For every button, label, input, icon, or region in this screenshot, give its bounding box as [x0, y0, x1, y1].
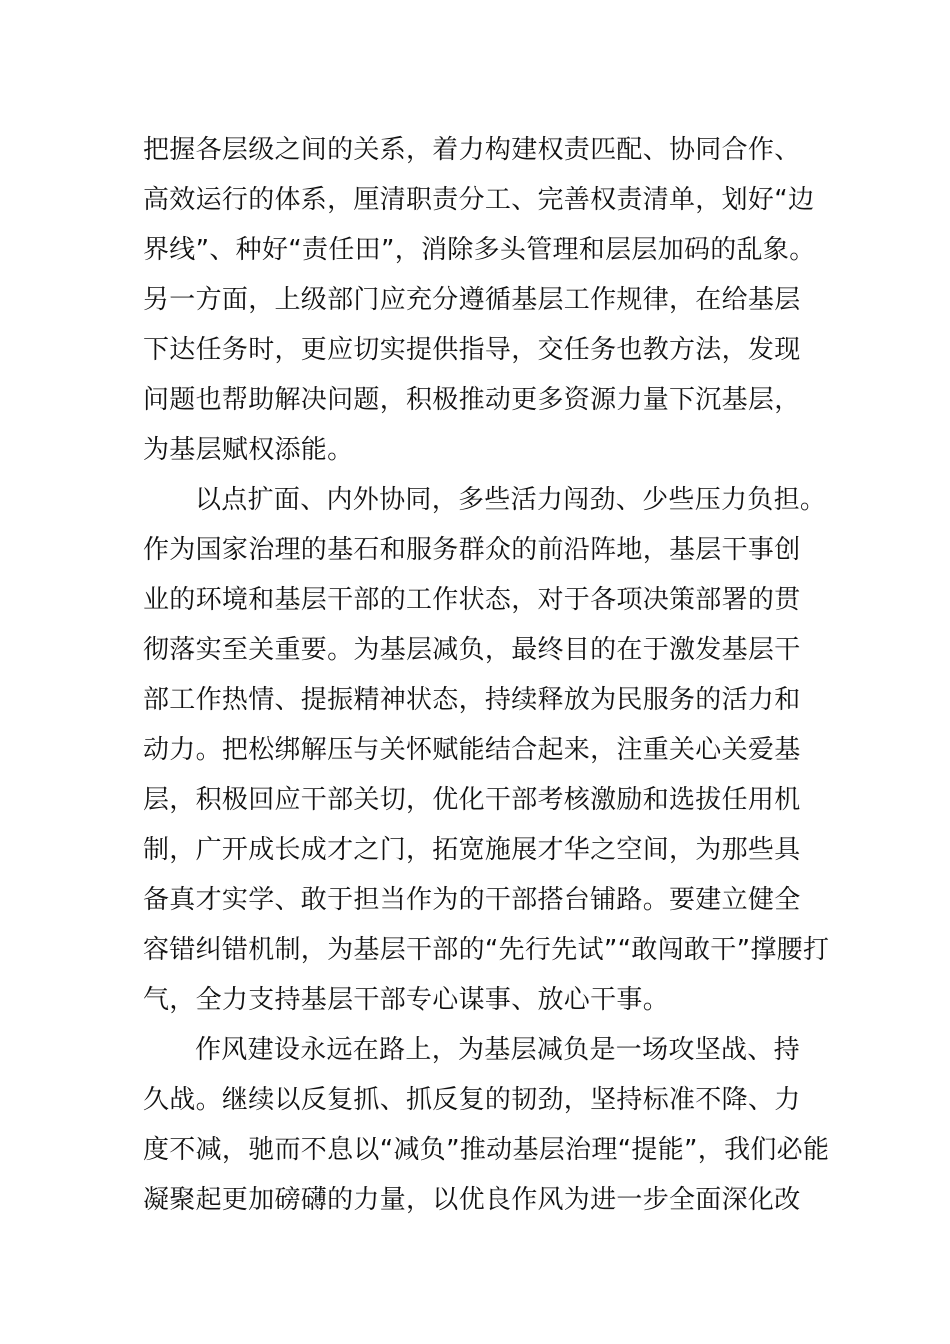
text-line: 为基层赋权添能。 — [143, 435, 354, 465]
text-line: 气，全力支持基层干部专心谋事、放心干事。 — [143, 985, 670, 1015]
text-line: 容错纠错机制，为基层干部的“先行先试”“敢闯敢干”撑腰打 — [143, 935, 830, 965]
body-text — [143, 125, 833, 1225]
text-line: 下达任务时，更应切实提供指导，交任务也教方法，发现 — [143, 335, 801, 365]
text-line: 凝聚起更加磅礴的力量，以优良作风为进一步全面深化改 — [143, 1185, 801, 1215]
text-line: 度不减，驰而不息以“减负”推动基层治理“提能”，我们必能 — [143, 1135, 830, 1165]
text-line: 备真才实学、敢于担当作为的干部搭台铺路。要建立健全 — [143, 885, 801, 915]
text-line: 久战。继续以反复抓、抓反复的韧劲，坚持标准不降、力 — [143, 1085, 801, 1115]
text-line: 层，积极回应干部关切，优化干部考核激励和选拔任用机 — [143, 785, 801, 815]
paragraph-start-line: 作风建设永远在路上，为基层减负是一场攻坚战、持 — [195, 1035, 800, 1065]
text-line: 另一方面，上级部门应充分遵循基层工作规律，在给基层 — [143, 285, 801, 315]
text-line: 动力。把松绑解压与关怀赋能结合起来，注重关心关爱基 — [143, 735, 801, 765]
paragraph-start-line: 以点扩面、内外协同，多些活力闯劲、少些压力负担。 — [195, 485, 827, 515]
text-line: 问题也帮助解决问题，积极推动更多资源力量下沉基层， — [143, 385, 801, 415]
text-line: 界线”、种好“责任田”，消除多头管理和层层加码的乱象。 — [143, 235, 816, 265]
text-line: 彻落实至关重要。为基层减负，最终目的在于激发基层干 — [143, 635, 801, 665]
text-line: 部工作热情、提振精神状态，持续释放为民服务的活力和 — [143, 685, 801, 715]
text-line: 业的环境和基层干部的工作状态，对于各项决策部署的贯 — [143, 585, 801, 615]
text-line: 高效运行的体系，厘清职责分工、完善权责清单，划好“边 — [143, 185, 815, 215]
text-line: 把握各层级之间的关系，着力构建权责匹配、协同合作、 — [143, 135, 801, 165]
text-line: 制，广开成长成才之门，拓宽施展才华之空间，为那些具 — [143, 835, 801, 865]
text-line: 作为国家治理的基石和服务群众的前沿阵地，基层干事创 — [143, 535, 801, 565]
